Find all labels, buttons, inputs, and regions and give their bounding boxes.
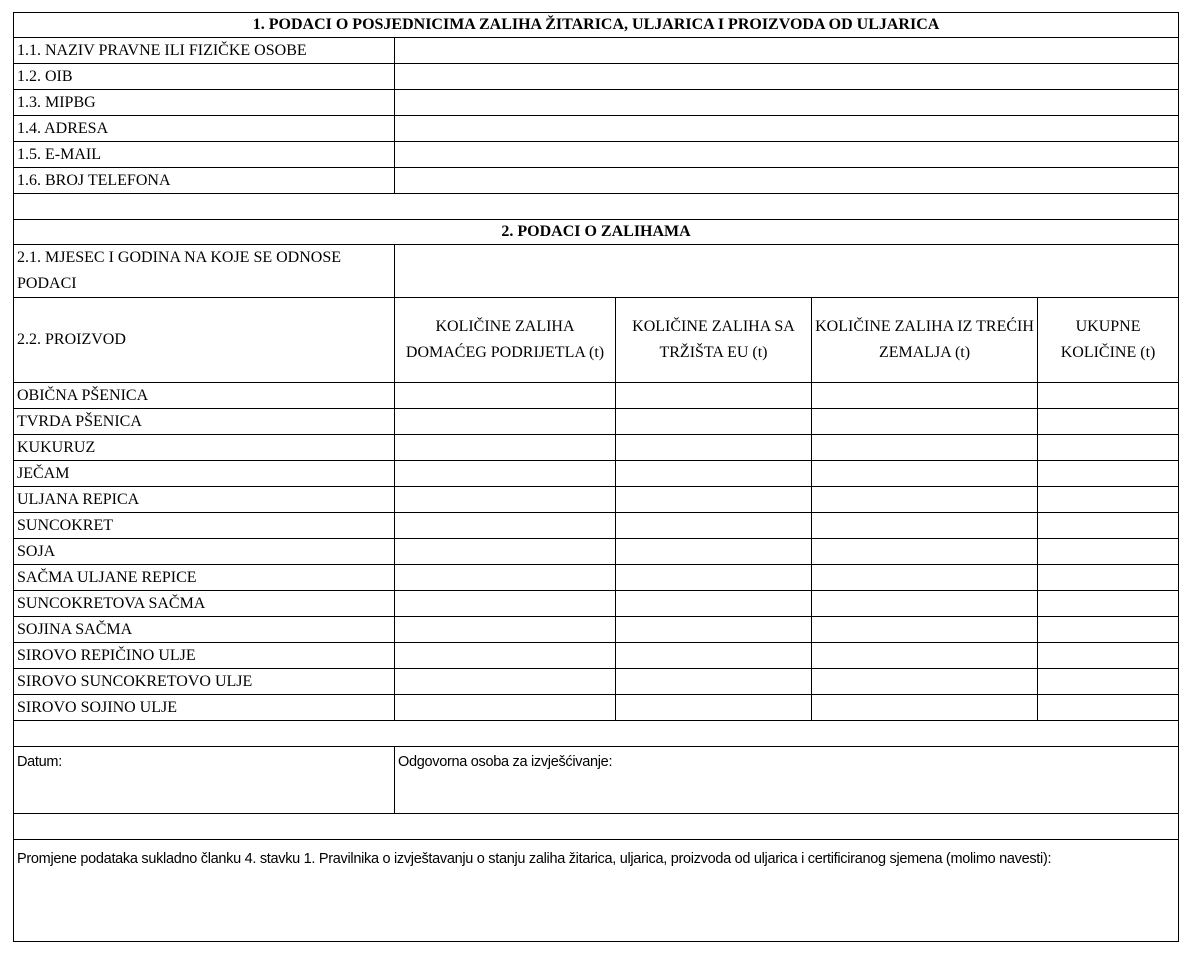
product-label: ULJANA REPICA — [14, 487, 395, 513]
field-value-input[interactable] — [395, 90, 1179, 116]
quantity-input[interactable] — [616, 669, 812, 695]
quantity-input[interactable] — [812, 461, 1038, 487]
column-header: KOLIČINE ZALIHA DOMAĆEG PODRIJETLA (t) — [395, 298, 616, 383]
quantity-input[interactable] — [616, 565, 812, 591]
quantity-input[interactable] — [395, 513, 616, 539]
spacer-row — [14, 194, 1179, 220]
quantity-input[interactable] — [1038, 461, 1179, 487]
quantity-input[interactable] — [616, 383, 812, 409]
quantity-input[interactable] — [1038, 383, 1179, 409]
quantity-input[interactable] — [616, 617, 812, 643]
field-label: 1.2. OIB — [14, 64, 395, 90]
column-header: KOLIČINE ZALIHA SA TRŽIŠTA EU (t) — [616, 298, 812, 383]
quantity-input[interactable] — [1038, 617, 1179, 643]
quantity-input[interactable] — [395, 383, 616, 409]
quantity-input[interactable] — [616, 695, 812, 721]
quantity-input[interactable] — [616, 409, 812, 435]
product-label: JEČAM — [14, 461, 395, 487]
product-label: SAČMA ULJANE REPICE — [14, 565, 395, 591]
quantity-input[interactable] — [812, 383, 1038, 409]
quantity-input[interactable] — [1038, 409, 1179, 435]
field-label: 1.1. NAZIV PRAVNE ILI FIZIČKE OSOBE — [14, 38, 395, 64]
quantity-input[interactable] — [812, 591, 1038, 617]
quantity-input[interactable] — [1038, 591, 1179, 617]
product-label: SOJA — [14, 539, 395, 565]
quantity-input[interactable] — [812, 435, 1038, 461]
product-label: OBIČNA PŠENICA — [14, 383, 395, 409]
quantity-input[interactable] — [616, 643, 812, 669]
field-label: 1.5. E-MAIL — [14, 142, 395, 168]
changes-field[interactable]: Promjene podataka sukladno članku 4. stavku 1. Pravilnika o izvještavanju o stanju zaliha žitarica, uljarica, proizvoda od uljarica i certificiranog sjemena (molimo navesti): — [14, 840, 1179, 942]
quantity-input[interactable] — [395, 643, 616, 669]
quantity-input[interactable] — [1038, 643, 1179, 669]
quantity-input[interactable] — [812, 409, 1038, 435]
section1-title: 1. PODACI O POSJEDNICIMA ZALIHA ŽITARICA, ULJARICA I PROIZVODA OD ULJARICA — [14, 13, 1179, 38]
period-input[interactable] — [395, 245, 1179, 298]
column-header: UKUPNE KOLIČINE (t) — [1038, 298, 1179, 383]
quantity-input[interactable] — [812, 617, 1038, 643]
period-label: 2.1. MJESEC I GODINA NA KOJE SE ODNOSE PODACI — [14, 245, 395, 298]
quantity-input[interactable] — [395, 435, 616, 461]
quantity-input[interactable] — [395, 695, 616, 721]
product-label: SIROVO SUNCOKRETOVO ULJE — [14, 669, 395, 695]
field-value-input[interactable] — [395, 168, 1179, 194]
quantity-input[interactable] — [1038, 513, 1179, 539]
quantity-input[interactable] — [616, 539, 812, 565]
quantity-input[interactable] — [812, 487, 1038, 513]
quantity-input[interactable] — [1038, 435, 1179, 461]
quantity-input[interactable] — [395, 409, 616, 435]
product-label: KUKURUZ — [14, 435, 395, 461]
field-value-input[interactable] — [395, 142, 1179, 168]
quantity-input[interactable] — [395, 617, 616, 643]
quantity-input[interactable] — [812, 539, 1038, 565]
product-label: TVRDA PŠENICA — [14, 409, 395, 435]
quantity-input[interactable] — [812, 513, 1038, 539]
product-label: SUNCOKRET — [14, 513, 395, 539]
date-field[interactable]: Datum: — [14, 747, 395, 814]
product-label: SIROVO REPIČINO ULJE — [14, 643, 395, 669]
quantity-input[interactable] — [395, 539, 616, 565]
product-label: SOJINA SAČMA — [14, 617, 395, 643]
field-value-input[interactable] — [395, 64, 1179, 90]
quantity-input[interactable] — [1038, 539, 1179, 565]
section2-title: 2. PODACI O ZALIHAMA — [14, 220, 1179, 245]
quantity-input[interactable] — [1038, 669, 1179, 695]
quantity-input[interactable] — [395, 461, 616, 487]
quantity-input[interactable] — [812, 565, 1038, 591]
quantity-input[interactable] — [616, 487, 812, 513]
column-header: 2.2. PROIZVOD — [14, 298, 395, 383]
stock-report-form — [13, 12, 1179, 942]
quantity-input[interactable] — [395, 591, 616, 617]
spacer-row — [14, 721, 1179, 747]
responsible-person-field[interactable]: Odgovorna osoba za izvješćivanje: — [395, 747, 1179, 814]
field-value-input[interactable] — [395, 38, 1179, 64]
quantity-input[interactable] — [812, 643, 1038, 669]
quantity-input[interactable] — [1038, 695, 1179, 721]
quantity-input[interactable] — [616, 591, 812, 617]
quantity-input[interactable] — [395, 487, 616, 513]
field-label: 1.3. MIPBG — [14, 90, 395, 116]
quantity-input[interactable] — [616, 435, 812, 461]
quantity-input[interactable] — [1038, 487, 1179, 513]
spacer-row — [14, 814, 1179, 840]
field-label: 1.6. BROJ TELEFONA — [14, 168, 395, 194]
field-label: 1.4. ADRESA — [14, 116, 395, 142]
product-label: SUNCOKRETOVA SAČMA — [14, 591, 395, 617]
product-label: SIROVO SOJINO ULJE — [14, 695, 395, 721]
quantity-input[interactable] — [812, 695, 1038, 721]
quantity-input[interactable] — [1038, 565, 1179, 591]
quantity-input[interactable] — [616, 513, 812, 539]
quantity-input[interactable] — [812, 669, 1038, 695]
quantity-input[interactable] — [395, 565, 616, 591]
quantity-input[interactable] — [395, 669, 616, 695]
column-header: KOLIČINE ZALIHA IZ TREĆIH ZEMALJA (t) — [812, 298, 1038, 383]
quantity-input[interactable] — [616, 461, 812, 487]
field-value-input[interactable] — [395, 116, 1179, 142]
